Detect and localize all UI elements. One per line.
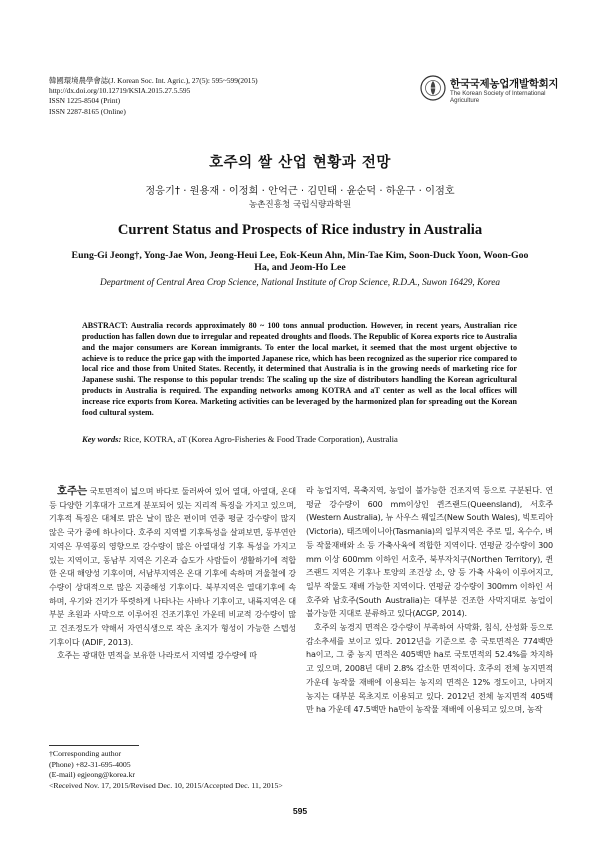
society-logo (420, 75, 570, 105)
title-korean: 호주의 쌀 산업 현황과 전망 (209, 155, 391, 171)
phone: (Phone) +82-31-695-4005 (49, 759, 131, 769)
body-paragraph (49, 485, 296, 649)
affiliation-english: Department of Central Area Crop Science, National Institute of Crop Science, R.D.A., Suwon 16429, Korea (100, 278, 500, 288)
body-paragraph: 호주는 광대한 면적을 보유한 나라로서 지역별 강수량에 따 (57, 651, 257, 661)
corresponding-author: †Corresponding author (49, 749, 122, 758)
abstract: ABSTRACT: Australia records approximately 80 ~ 100 tons annual production. However, in recent years, Australian rice production has fallen down due to irregular and repeated droughts and floods. The Republic of Korea exports rice to Australia and the major consumers are Korean immigrants. To enter the local market, it seemed that the most urgent objective to achieve is to reduce the price gap with the imported Japanese rice, which has been recognized as the superior rice compared to local rice and those from United States. Recently, it determined that Australia is in the growing needs of marketing rice for Japanese sushi. The response to this popular trends: The scaling up the size of distributors handling the Korean agricultural products in Australia is required. The expanding networks among KOTRA and aT center as well as the local offices will increase rice exports from Korea. Marketing activities can be leveraged by the harmonized plan for spreading out the Korean food cultural system. (82, 321, 517, 417)
footnote (49, 749, 299, 791)
doi-link[interactable]: http://dx.doi.org/10.12719/KSIA.2015.27.5.595 (49, 86, 191, 96)
society-name-kr: 한국국제농업개발학회지 (450, 78, 559, 90)
society-emblem-icon (420, 75, 446, 101)
paragraph-text: 국토면적이 넓으며 바다로 둘러싸여 있어 열대, 아열대, 온대 등 다양한 기후대가 고르게 분포되어 있는 지리적 특징을 가지고 있으며, 기후적 특징은 대체로 맑은 날이 많은 편이며 연중 평균 강수량이 많지 않은 국가 중에 하나이다. 호주의 지역별 기후특성을 살펴보면, 동부연안 지역은 무역풍의 영향으로 강수량이 많은 아열대성 기후 특성을 가지고 있는 지역이고, 동남부 지역은 기온과 습도가 사람들이 생활하기에 적합한 온대 해양성 기후이며, 서남부지역은 온대 기후에 속하며 겨울철에 강수량이 상대적으로 많은 지중해성 기후이다. 북부지역은 열대기후에 속하며, 우기와 건기가 뚜렷하게 나타나는 사바나 기후이고, 내륙지역은 대부분 초원과 사막으로 이루어진 건조기후인 가운데 비교적 강수량이 많고 건조정도가 약해서 자연식생으로 작은 초지가 형성이 가능한 스텝성 기후이다 (ADIF, 2013). (49, 487, 296, 647)
keywords-list: Rice, KOTRA, aT (Korea Agro-Fisheries & Food Trade Corporation), Australia (123, 434, 398, 444)
email[interactable]: (E-mail) egjeong@korea.kr (49, 770, 135, 780)
authors-english: Eung-Gi Jeong†, Yong-Jae Won, Jeong-Heui Lee, Eok-Keun Ahn, Min-Tae Kim, Soon-Duck Yoon, Woon-Goo Ha, and Jeom-Ho Lee (71, 250, 529, 274)
footnote-divider (49, 745, 139, 746)
journal-citation: 韓國環境農學會誌(J. Korean Soc. Int. Agric.), 27(5): 595~599(2015) (49, 76, 258, 85)
society-name-en: The Korean Society of International Agriculture (450, 90, 546, 104)
body-paragraph: 라 농업지역, 목축지역, 농업이 불가능한 건조지역 등으로 구분된다. 연평균 강수량이 600 mm이상인 퀸즈랜드(Queensland), 서호주(Western Australia), 뉴 사우스 웨일즈(New South Wales), 빅토리아(Victoria), 태즈메이니아(Tasmania)의 일부지역은 주로 밀, 옥수수, 벼 등 작물재배와 소 등 가축사육에 적합한 지역이다. 연평균 강수량이 300 mm 이상 600mm 이하인 서호주, 북부자치구(Northen Territory), 퀸즈랜드 지역은 기후나 토양의 조건상 소, 양 등 가축 사육이 이루어지고, 일부 작물도 재배 가능한 지역이다. 연평균 강수량이 300mm 이하인 서호주와 남호주(South Australia)는 대부분 건조한 사막지대로 농업이 불가능한 지대로 분류하고 있다(ACGP, 2014). (306, 486, 553, 619)
lead-word: 호주는 (57, 485, 88, 497)
issn-print: ISSN 1225-8504 (Print) (49, 96, 121, 106)
journal-header (49, 76, 258, 117)
body-column-right (306, 484, 553, 717)
keywords-label: Key words: (82, 434, 122, 444)
keywords (82, 434, 517, 445)
title-english: Current Status and Prospects of Rice industry in Australia (117, 222, 483, 238)
received-dates: <Received Nov. 17, 2015/Revised Dec. 10, 2015/Accepted Dec. 11, 2015> (49, 780, 283, 790)
page-number: 595 (292, 806, 308, 816)
body-paragraph: 호주의 농경지 면적은 강수량이 부족하여 사막화, 침식, 산성화 등으로 감소추세를 보이고 있다. 2012년을 기준으로 총 국토면적은 774백만 ha이고, 그 중 농지 면적은 405백만 ha로 국토면적의 52.4%를 차지하고 있으며, 2008년 대비 2.8% 감소한 면적이다. 호주의 전체 농지면적 가운데 농작물 재배에 이용되는 농지의 면적은 12% 정도이고, 나머지 농지는 대부분 목초지로 이용되고 있다. 2012년 전체 농지면적 405백만 ha 가운데 47.5백만 ha만이 농작물 재배에 이용되고 있으며, 농작 (306, 623, 553, 715)
body-column-left (49, 485, 296, 663)
issn-online: ISSN 2287-8165 (Online) (49, 106, 126, 116)
affiliation-korean: 농촌진흥청 국립식량과학원 (248, 200, 352, 210)
authors-korean: 정응기† · 원용재 · 이정희 · 안억근 · 김민태 · 윤순덕 · 하운구 · 이점호 (145, 186, 455, 197)
